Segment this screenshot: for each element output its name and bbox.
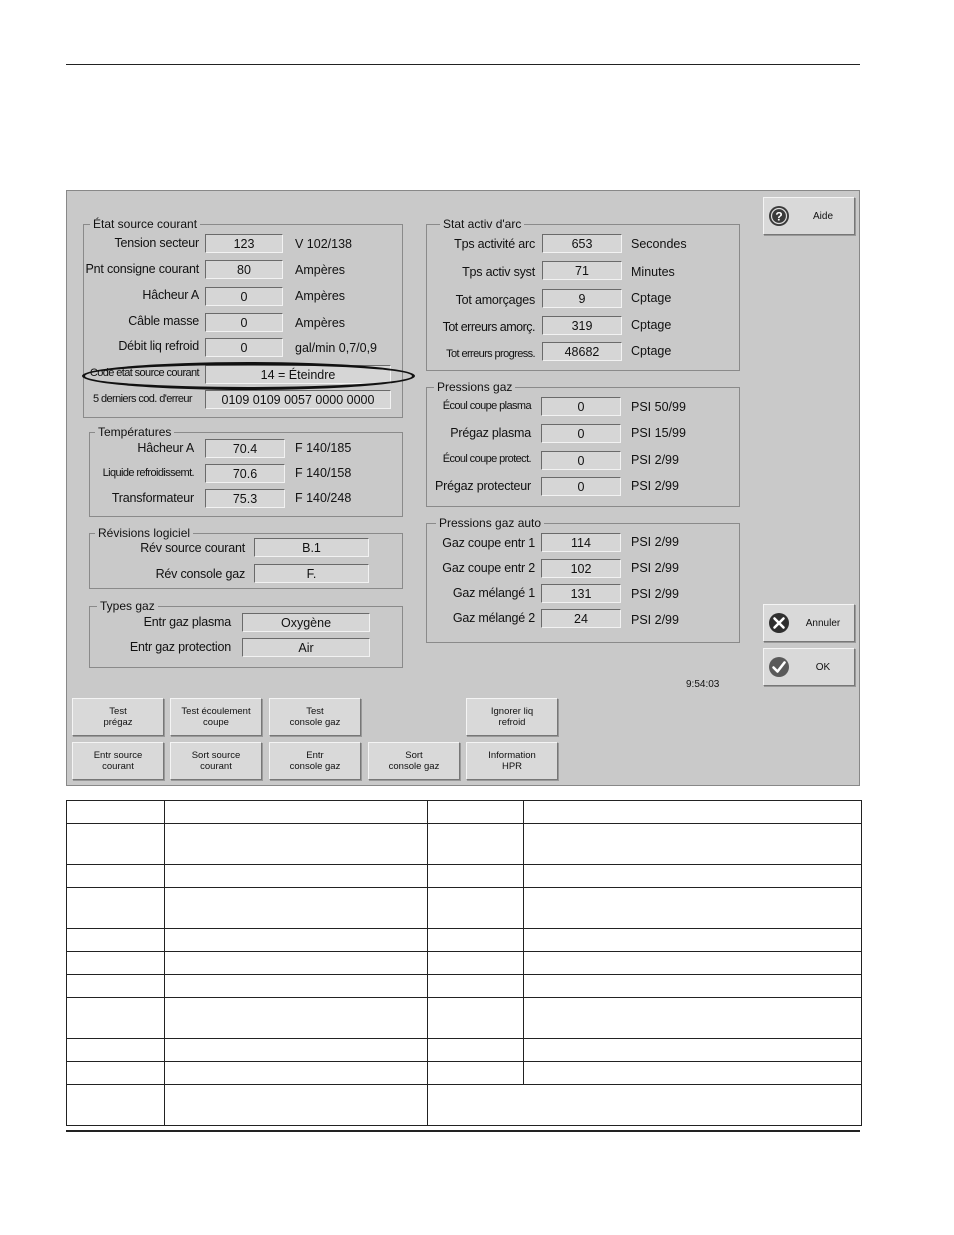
error-codes-value: 0109 0109 0057 0000 0000 (205, 390, 391, 409)
plasma-cutflow-value: 0 (541, 397, 621, 416)
field-label: Écoul coupe protect. (442, 453, 531, 465)
table-row (67, 888, 862, 929)
ramp-errors-value: 48682 (542, 342, 622, 361)
start-errors-value: 319 (542, 316, 622, 335)
field-label: Prégaz plasma (450, 426, 531, 440)
table-row (67, 975, 862, 998)
coolant-temp-value: 70.6 (205, 464, 285, 483)
coolant-flow-value: 0 (205, 338, 283, 357)
field-label: Rév source courant (140, 541, 245, 555)
table-row (67, 1085, 862, 1126)
field-label: Tot erreurs progress. (446, 348, 535, 360)
field-unit: Minutes (631, 265, 675, 279)
field-label: Tps activité arc (454, 237, 535, 251)
field-label: Gaz mélangé 2 (452, 611, 535, 625)
field-unit: PSI 2/99 (631, 479, 679, 493)
field-label: Transformateur (111, 491, 194, 505)
field-unit: F 140/185 (295, 441, 352, 455)
power-supply-inputs-button[interactable]: Entr source courant (72, 742, 164, 780)
ok-button-label: OK (815, 661, 831, 673)
ok-button[interactable] (763, 648, 855, 686)
check-icon (768, 656, 790, 678)
bottom-rule (66, 1130, 860, 1132)
cut-gas-inlet-2-value: 102 (541, 559, 621, 578)
field-label: Entr gaz plasma (143, 615, 231, 629)
gas-console-inputs-button[interactable]: Entr console gaz (269, 742, 361, 780)
gas-pressures-title: Pressions gaz (434, 380, 515, 394)
field-label: Gaz coupe entr 2 (442, 561, 535, 575)
field-label: Débit liq refroid (118, 339, 199, 353)
field-label: Tot erreurs amorç. (442, 320, 535, 334)
help-button-label: Aide (812, 210, 833, 222)
field-unit: Ampères (295, 316, 346, 330)
plasma-preflow-value: 0 (541, 424, 621, 443)
error-codes-label: 5 derniers cod. d'erreur (93, 393, 192, 405)
field-unit: Cptage (631, 318, 672, 332)
table-row (67, 952, 862, 975)
field-unit: PSI 2/99 (631, 587, 679, 601)
test-gas-console-button[interactable]: Test console gaz (269, 698, 361, 736)
field-label: Gaz coupe entr 1 (442, 536, 535, 550)
shield-gas-value: Air (242, 638, 370, 657)
auto-gas-pressures-title: Pressions gaz auto (436, 516, 544, 530)
clock: 9:54:03 (686, 679, 720, 690)
field-unit: PSI 15/99 (631, 426, 686, 440)
close-icon (768, 612, 790, 634)
shield-preflow-value: 0 (541, 477, 621, 496)
work-lead-value: 0 (205, 313, 283, 332)
table-row (67, 865, 862, 888)
field-unit: Ampères (295, 289, 346, 303)
field-label: Tot amorçages (455, 293, 535, 307)
field-unit: Secondes (631, 237, 687, 251)
field-label: Liquide refroidissemt. (102, 467, 194, 479)
help-button[interactable] (763, 197, 855, 235)
cut-gas-inlet-1-value: 114 (541, 533, 621, 552)
mixed-gas-1-value: 131 (541, 584, 621, 603)
state-code-label: Code état source courant (89, 367, 199, 379)
chopper-a-current-value: 0 (205, 287, 283, 306)
field-unit: PSI 2/99 (631, 561, 679, 575)
help-icon (768, 205, 790, 227)
gas-console-rev-value: F. (254, 564, 369, 583)
starts-value: 9 (542, 289, 622, 308)
table-row (67, 998, 862, 1039)
mixed-gas-2-value: 24 (541, 609, 621, 628)
power-supply-rev-value: B.1 (254, 538, 369, 557)
field-label: Câble masse (128, 314, 199, 328)
field-label: Prégaz protecteur (435, 479, 531, 493)
test-preflow-button[interactable]: Test prégaz (72, 698, 164, 736)
field-label: Gaz mélangé 1 (452, 586, 535, 600)
temperatures-title: Températures (95, 425, 174, 439)
field-unit: V 102/138 (295, 237, 352, 251)
system-time-value: 71 (542, 261, 622, 280)
field-unit: Ampères (295, 263, 346, 277)
table-row (67, 929, 862, 952)
field-label: Hâcheur A (137, 441, 194, 455)
empty-table (66, 800, 862, 1126)
field-label: Pnt consigne courant (85, 262, 199, 276)
table-row (67, 824, 862, 865)
arc-source-title: État source courant (90, 217, 200, 231)
table-row (67, 1062, 862, 1085)
test-cutflow-button[interactable]: Test écoulement coupe (170, 698, 262, 736)
field-unit: F 140/248 (295, 491, 352, 505)
current-setpoint-value: 80 (205, 260, 283, 279)
table-row (67, 801, 862, 824)
field-unit: F 140/158 (295, 466, 352, 480)
state-code-value: 14 = Éteindre (205, 365, 391, 384)
gas-console-outputs-button[interactable]: Sort console gaz (368, 742, 460, 780)
field-unit: gal/min 0,7/0,9 (295, 341, 377, 355)
line-voltage-value: 123 (205, 234, 283, 253)
field-unit: PSI 2/99 (631, 453, 679, 467)
field-label: Rév console gaz (155, 567, 245, 581)
power-supply-outputs-button[interactable]: Sort source courant (170, 742, 262, 780)
hpr-diagnostics-screen (66, 190, 860, 786)
cancel-button[interactable] (763, 604, 855, 642)
field-label: Tension secteur (114, 236, 199, 250)
chopper-temp-value: 70.4 (205, 439, 285, 458)
svg-text:?: ? (775, 209, 783, 224)
gas-types-title: Types gaz (97, 599, 158, 613)
field-unit: PSI 2/99 (631, 535, 679, 549)
field-label: Entr gaz protection (129, 640, 231, 654)
transformer-temp-value: 75.3 (205, 489, 285, 508)
table-row (67, 1039, 862, 1062)
ignore-coolant-button[interactable]: Ignorer liq refroid (466, 698, 558, 736)
plasma-gas-value: Oxygène (242, 613, 370, 632)
field-unit: PSI 50/99 (631, 400, 686, 414)
field-label: Écoul coupe plasma (442, 400, 531, 412)
software-title: Révisions logiciel (95, 526, 193, 540)
field-unit: Cptage (631, 344, 672, 358)
field-label: Hâcheur A (142, 288, 199, 302)
field-unit: PSI 2/99 (631, 613, 679, 627)
hpr-information-button[interactable]: Information HPR (466, 742, 558, 780)
arc-stats-title: Stat activ d'arc (440, 217, 524, 231)
field-label: Tps activ syst (462, 265, 535, 279)
top-rule (66, 64, 860, 65)
field-unit: Cptage (631, 291, 672, 305)
arc-time-value: 653 (542, 234, 622, 253)
cancel-button-label: Annuler (805, 617, 841, 629)
shield-cutflow-value: 0 (541, 451, 621, 470)
